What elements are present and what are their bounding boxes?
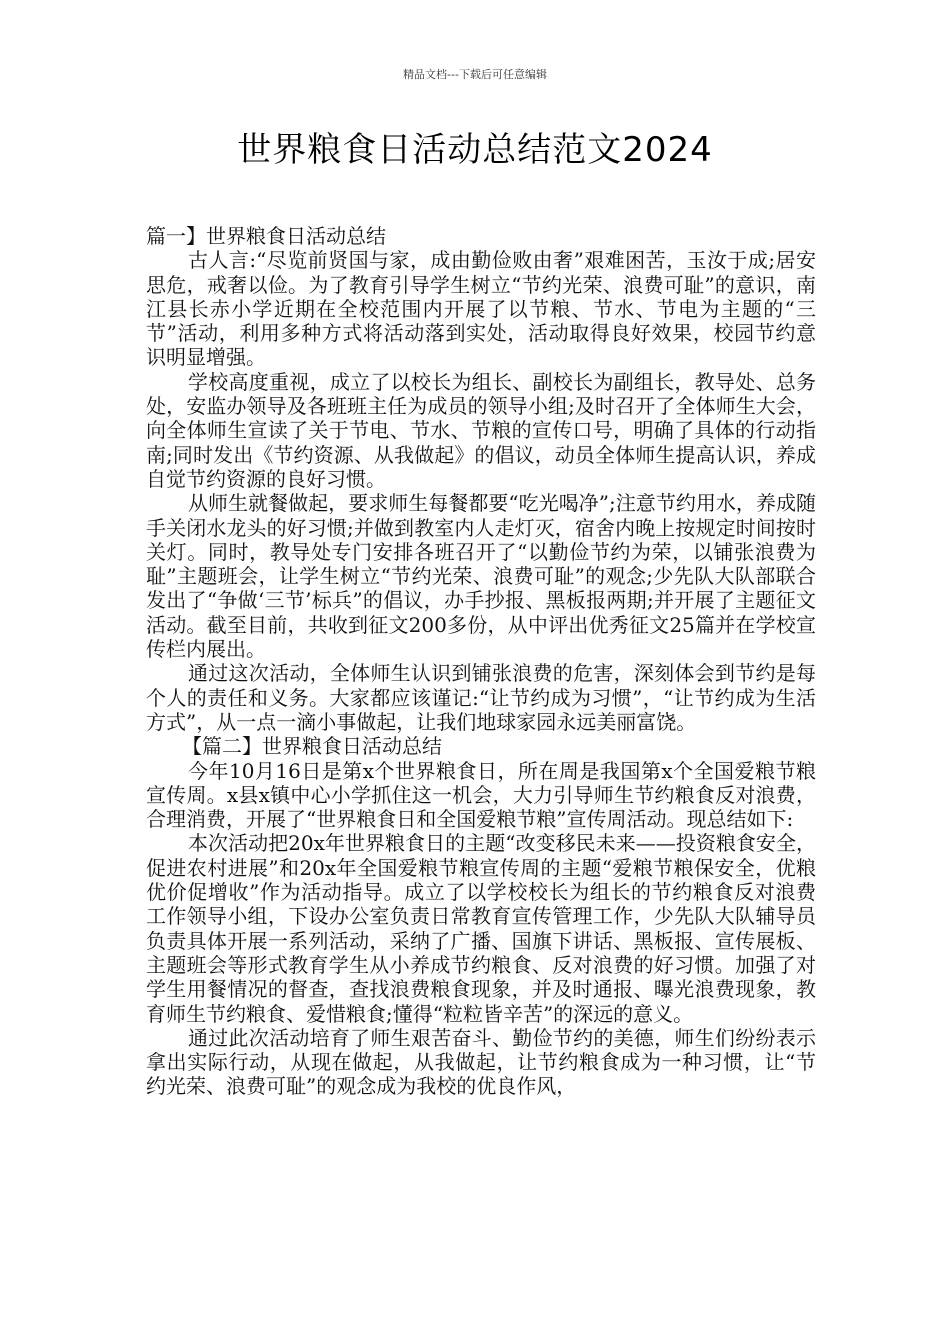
document-title: 世界粮食日活动总结范文2024 <box>237 130 713 170</box>
body-paragraph: 学校高度重视，成立了以校长为组长、副校长为副组长，教导处、总务处，安监办领导及各班班主任为成员的领导小组;及时召开了全体师生大会，向全体师生宣读了关于节电、节水、节粮的宣传口号，明确了具体的行动指南;同时发出《节约资源、从我做起》的倡议，动员全体师生提高认识，养成自觉节约资源的良好习惯。 <box>146 369 816 491</box>
body-paragraph: 从师生就餐做起，要求师生每餐都要“吃光喝净”;注意节约用水，养成随手关闭水龙头的好习惯;并做到教室内人走灯灭，宿舍内晚上按规定时间按时关灯。同时，教导处专门安排各班召开了“以勤俭节约为荣，以铺张浪费为耻”主题班会，让学生树立“节约光荣、浪费可耻”的观念;少先队大队部联合发出了“争做‘三节’标兵”的倡议，办手抄报、黑板报两期;并开展了主题征文活动。截至目前，共收到征文200多份，从中评出优秀征文25篇并在学校宣传栏内展出。 <box>146 491 816 662</box>
body-paragraph: 通过这次活动，全体师生认识到铺张浪费的危害，深刻体会到节约是每个人的责任和义务。大家都应该谨记:“让节约成为习惯”，“让节约成为生活方式”，从一点一滴小事做起，让我们地球家园永远美丽富饶。 <box>146 661 816 734</box>
section-heading-2: 【篇二】世界粮食日活动总结 <box>182 734 442 759</box>
body-paragraph: 古人言:“尽览前贤国与家，成由勤俭败由奢”艰难困苦，玉汝于成;居安思危，戒奢以俭。为了教育引导学生树立“节约光荣、浪费可耻”的意识，南江县长赤小学近期在全校范围内开展了以节粮、节水、节电为主题的“三节”活动，利用多种方式将活动落到实处，活动取得良好效果，校园节约意识明显增强。 <box>146 248 816 370</box>
document-body <box>146 224 816 1099</box>
section-heading-1: 篇一】世界粮食日活动总结 <box>146 224 386 248</box>
body-paragraph: 本次活动把20x年世界粮食日的主题“改变移民未来——投资粮食安全，促进农村进展”和20x年全国爱粮节粮宣传周的主题“爱粮节粮保安全，优粮优价促增收”作为活动指导。成立了以学校校长为组长的节约粮食反对浪费工作领导小组，下设办公室负责日常教育宣传管理工作，少先队大队辅导员负责具体开展一系列活动，采纳了广播、国旗下讲话、黑板报、宣传展板、主题班会等形式教育学生从小养成节约粮食、反对浪费的好习惯。加强了对学生用餐情况的督查，查找浪费粮食现象，并及时通报、曝光浪费现象，教育师生节约粮食、爱惜粮食;懂得“粒粒皆辛苦”的深远的意义。 <box>146 831 816 1026</box>
body-paragraph: 通过此次活动培育了师生艰苦奋斗、勤俭节约的美德，师生们纷纷表示拿出实际行动，从现在做起，从我做起，让节约粮食成为一种习惯，让“节约光荣、浪费可耻”的观念成为我校的优良作风， <box>146 1025 816 1099</box>
page-header-note: 精品文档---下载后可任意编辑 <box>403 68 547 81</box>
body-paragraph: 今年10月16日是第x个世界粮食日，所在周是我国第x个全国爱粮节粮宣传周。x县x镇中心小学抓住这一机会，大力引导师生节约粮食反对浪费，合理消费，开展了“世界粮食日和全国爱粮节粮”宣传周活动。现总结如下: <box>146 758 816 832</box>
